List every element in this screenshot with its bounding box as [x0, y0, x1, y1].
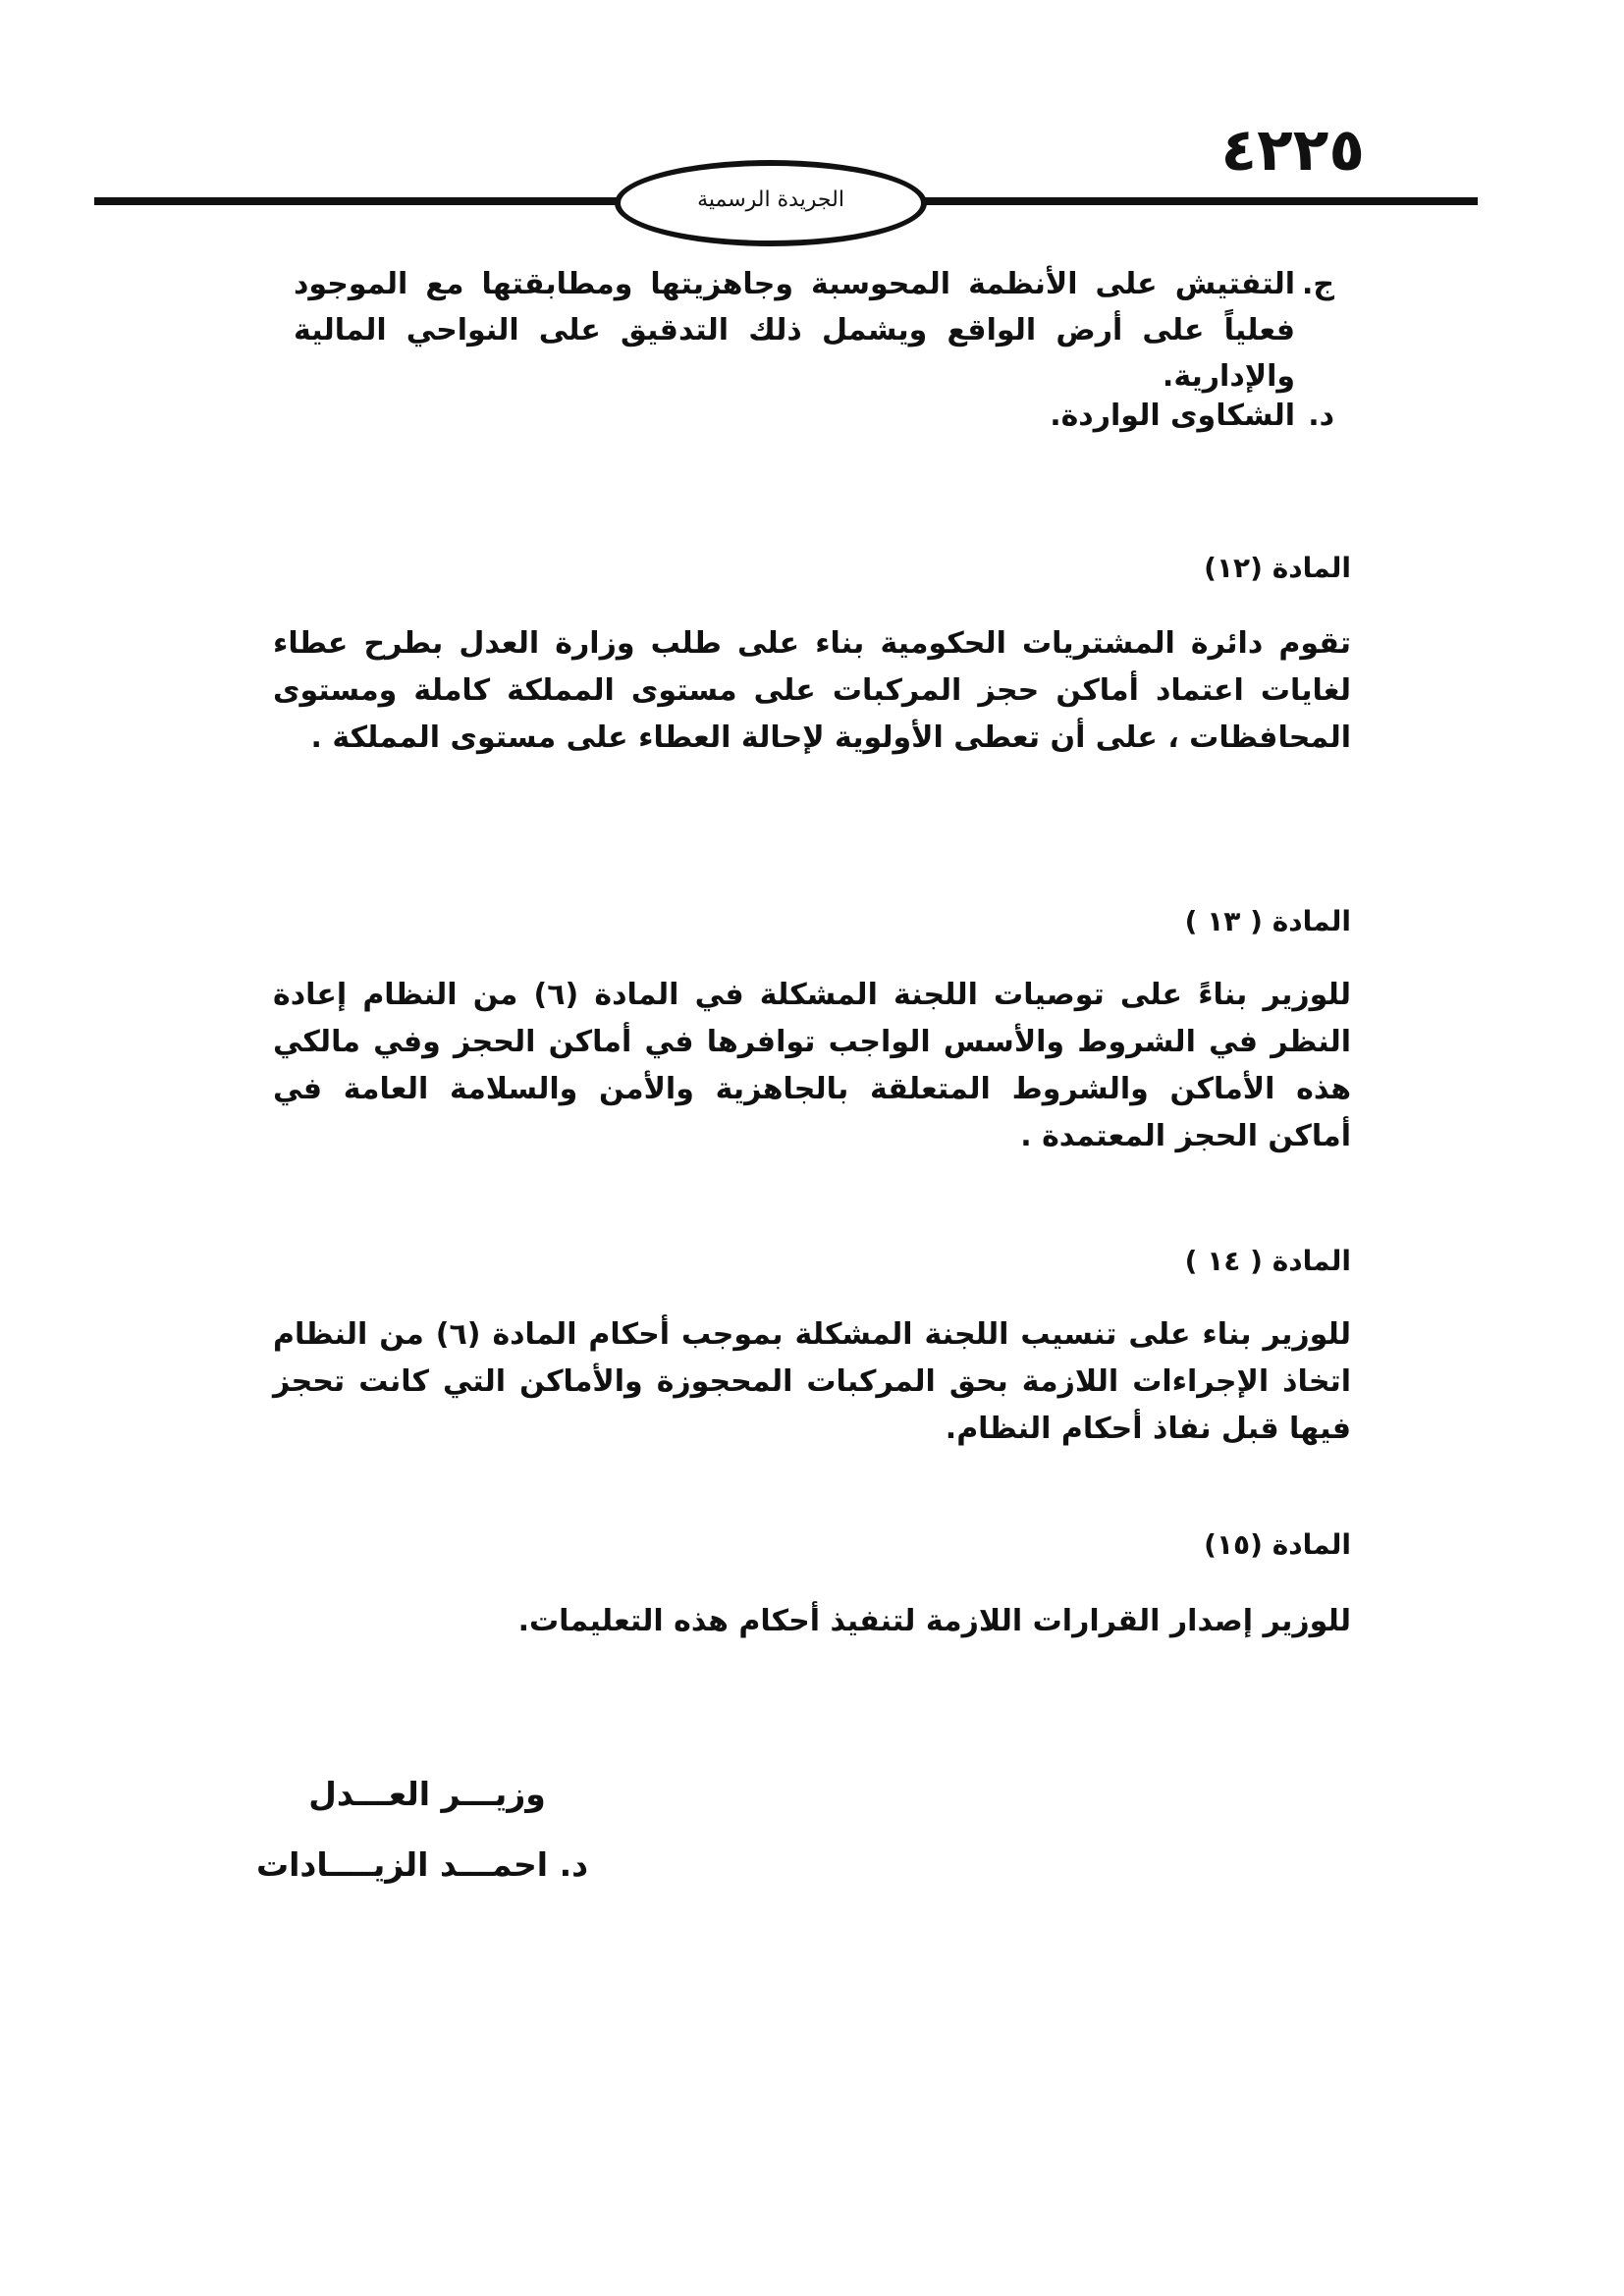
article-13-text: للوزير بناءً على توصيات اللجنة المشكلة في المادة (٦) من النظام إعادة النظر في الشروط والأسس الواجب توافرها في أماكن الحجز وفي مالكي هذه الأماكن والشروط المتعلقة بالجاهزية والأمن والسلامة العامة في أماكن الحجز المعتمدة . [273, 978, 1351, 1153]
article-14-heading: المادة ( ١٤ ) [1184, 1245, 1351, 1277]
masthead-rule-right [918, 197, 1478, 205]
signature-name: د. احمـــد الزيــــادات [255, 1845, 589, 1884]
list-text: التفتيش على الأنظمة المحوسبة وجاهزيتها ومطابقتها مع الموجود فعلياً على أرض الواقع ويشمل ذلك التدقيق على النواحي المالية والإدارية. [294, 267, 1295, 394]
list-marker: ج. [1301, 267, 1334, 301]
list-item-d [294, 393, 1334, 439]
list-text: الشكاوى الواردة. [1050, 399, 1295, 433]
masthead-rule-left [94, 197, 624, 205]
signature-title: وزيـــر العـــدل [308, 1775, 546, 1813]
list-marker: د. [1308, 399, 1334, 433]
article-15-text: للوزير إصدار القرارات اللازمة لتنفيذ أحكام هذه التعليمات. [517, 1604, 1351, 1638]
masthead-oval [615, 160, 927, 246]
article-12-text: تقوم دائرة المشتريات الحكومية بناء على طلب وزارة العدل بطرح عطاء لغايات اعتماد أماكن حجز المركبات على مستوى المملكة كاملة ومستوى المحافظات ، على أن تعطى الأولوية لإحالة العطاء على مستوى المملكة . [273, 626, 1351, 755]
page-number: ٤٢٢٥ [1220, 116, 1365, 185]
article-12-heading: المادة (١٢) [1204, 552, 1351, 584]
masthead-title: الجريدة الرسمية [697, 187, 844, 212]
list-item-j [294, 261, 1334, 400]
article-13-heading: المادة ( ١٣ ) [1184, 905, 1351, 937]
article-14-text: للوزير بناء على تنسيب اللجنة المشكلة بموجب أحكام المادة (٦) من النظام اتخاذ الإجراءات اللازمة بحق المركبات المحجوزة والأماكن التي كانت تحجز فيها قبل نفاذ أحكام النظام. [273, 1317, 1351, 1446]
article-15-heading: المادة (١٥) [1204, 1528, 1351, 1561]
